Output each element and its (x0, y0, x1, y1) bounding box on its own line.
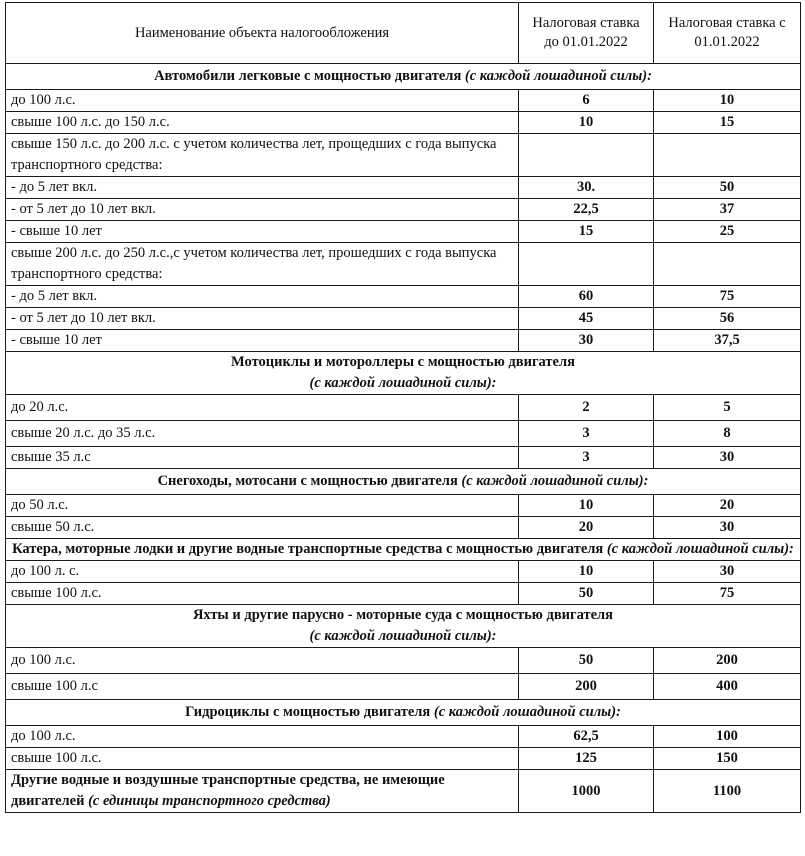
rate-before: 30 (519, 330, 654, 352)
rate-before: 20 (519, 517, 654, 539)
row-name: свыше 100 л.с (6, 674, 519, 700)
table-row (6, 447, 801, 469)
rate-after: 20 (654, 495, 801, 517)
rate-after: 400 (654, 674, 801, 700)
row-name: Другие водные и воздушные транспортные средства, не имеющие двигателей (11, 772, 445, 809)
rate-before: 3 (519, 421, 654, 447)
section-title: Яхты и другие парусно - моторные суда с мощностью двигателя (192, 607, 614, 623)
table-row (6, 674, 801, 700)
rate-before: 125 (519, 748, 654, 770)
table-row (6, 421, 801, 447)
table-row (6, 199, 801, 221)
table-row (6, 748, 801, 770)
rate-after: 150 (654, 748, 801, 770)
section-header-moto (6, 352, 801, 395)
row-name: - от 5 лет до 10 лет вкл. (6, 199, 519, 221)
header-name: Наименование объекта налогообложения (6, 3, 519, 64)
table-row (6, 330, 801, 352)
rate-after: 10 (654, 90, 801, 112)
row-name: - от 5 лет до 10 лет вкл. (6, 308, 519, 330)
table-row (6, 517, 801, 539)
section-title: Автомобили легковые с мощностью двигателя (154, 68, 462, 84)
row-name: свыше 100 л.с. (6, 748, 519, 770)
rate-after: 37 (654, 199, 801, 221)
rate-before: 50 (519, 648, 654, 674)
section-header-cars (6, 64, 801, 90)
header-rate-before: Налоговая ставка до 01.01.2022 (519, 3, 654, 64)
row-name: свыше 100 л.с. до 150 л.с. (6, 112, 519, 134)
section-header-snow (6, 469, 801, 495)
section-title: Катера, моторные лодки и другие водные транспортные средства с мощностью двигателя (12, 541, 604, 557)
rate-after: 75 (654, 286, 801, 308)
rate-before: 200 (519, 674, 654, 700)
row-name: - до 5 лет вкл. (6, 177, 519, 199)
table-row (6, 395, 801, 421)
rate-before: 10 (519, 112, 654, 134)
table-header-row (6, 3, 801, 64)
row-name: до 100 л. с. (6, 561, 519, 583)
table-row (6, 221, 801, 243)
section-unit: (с каждой лошадиной силы): (606, 541, 794, 557)
rate-after: 8 (654, 421, 801, 447)
row-name: - до 5 лет вкл. (6, 286, 519, 308)
rate-before: 22,5 (519, 199, 654, 221)
rate-before: 45 (519, 308, 654, 330)
section-unit: (с каждой лошадиной силы): (461, 473, 649, 489)
row-name: до 100 л.с. (6, 648, 519, 674)
rate-after: 56 (654, 308, 801, 330)
table-row (6, 561, 801, 583)
rate-before: 10 (519, 495, 654, 517)
rate-before: 50 (519, 583, 654, 605)
table-row (6, 243, 801, 286)
table-row (6, 308, 801, 330)
section-unit: (с каждой лошадиной силы): (464, 68, 652, 84)
table-row (6, 648, 801, 674)
table-row (6, 495, 801, 517)
table-row-other (6, 770, 801, 813)
row-unit: (с единицы транспортного средства) (88, 793, 331, 809)
row-name: свыше 50 л.с. (6, 517, 519, 539)
table-row (6, 112, 801, 134)
rate-after: 50 (654, 177, 801, 199)
table-row (6, 177, 801, 199)
header-rate-after: Налоговая ставка с 01.01.2022 (654, 3, 801, 64)
rate-after: 200 (654, 648, 801, 674)
table-row (6, 583, 801, 605)
rate-after: 75 (654, 583, 801, 605)
rate-after: 15 (654, 112, 801, 134)
row-name: свыше 200 л.с. до 250 л.с.,с учетом количества лет, прошедших с года выпуска транспортного средства: (6, 243, 519, 286)
rate-before: 2 (519, 395, 654, 421)
section-header-jetski (6, 700, 801, 726)
table-row (6, 134, 801, 177)
rate-after: 30 (654, 447, 801, 469)
section-unit: (с каждой лошадиной силы): (309, 375, 497, 391)
row-name: свыше 100 л.с. (6, 583, 519, 605)
section-unit: (с каждой лошадиной силы): (433, 704, 621, 720)
row-name: - свыше 10 лет (6, 330, 519, 352)
rate-before: 15 (519, 221, 654, 243)
row-name: до 100 л.с. (6, 90, 519, 112)
table-row (6, 726, 801, 748)
rate-after: 37,5 (654, 330, 801, 352)
table-row (6, 90, 801, 112)
row-name: - свыше 10 лет (6, 221, 519, 243)
rate-after: 5 (654, 395, 801, 421)
row-name: свыше 20 л.с. до 35 л.с. (6, 421, 519, 447)
table-row (6, 286, 801, 308)
section-unit: (с каждой лошадиной силы): (309, 628, 497, 644)
section-header-boats (6, 539, 801, 561)
rate-after: 100 (654, 726, 801, 748)
section-title: Мотоциклы и мотороллеры с мощностью двигателя (231, 354, 575, 370)
rate-after: 30 (654, 517, 801, 539)
rate-before: 1000 (519, 770, 654, 813)
row-name: до 50 л.с. (6, 495, 519, 517)
rate-before: 3 (519, 447, 654, 469)
row-name: свыше 150 л.с. до 200 л.с. с учетом количества лет, прощедших с года выпуска транспортного средства: (6, 134, 519, 177)
row-name: до 20 л.с. (6, 395, 519, 421)
row-name: до 100 л.с. (6, 726, 519, 748)
rate-before: 30. (519, 177, 654, 199)
rate-before: 60 (519, 286, 654, 308)
rate-before: 10 (519, 561, 654, 583)
section-header-yachts (6, 605, 801, 648)
rate-after: 25 (654, 221, 801, 243)
rate-after: 1100 (654, 770, 801, 813)
section-title: Гидроциклы с мощностью двигателя (185, 704, 431, 720)
row-name: свыше 35 л.с (6, 447, 519, 469)
section-title: Снегоходы, мотосани с мощностью двигателя (157, 473, 458, 489)
rate-before: 6 (519, 90, 654, 112)
tax-rate-table (5, 2, 801, 813)
rate-after: 30 (654, 561, 801, 583)
rate-before: 62,5 (519, 726, 654, 748)
